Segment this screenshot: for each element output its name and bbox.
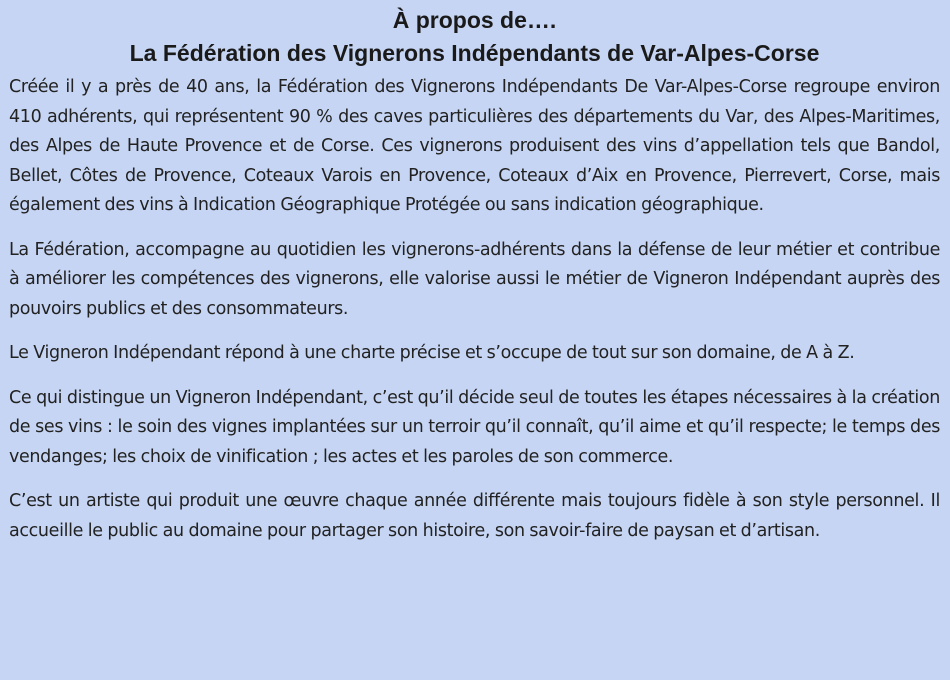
slide-title — [9, 4, 940, 70]
title-line-2: La Fédération des Vignerons Indépendants de Var-Alpes-Corse — [129, 40, 820, 66]
paragraph-distinction: Ce qui distingue un Vigneron Indépendant, c’est qu’il décide seul de toutes les étapes nécessaires à la création de ses vins : le soin des vignes implantées sur un terroir qu’il connaît, qu’il aime et qu’il respecte; le temps des vendanges; les choix de vinification ; les actes et les paroles de son commerce. — [9, 387, 940, 467]
slide-body — [9, 73, 940, 546]
title-line-1: À propos de…. — [392, 7, 557, 33]
paragraph-charter: Le Vigneron Indépendant répond à une charte précise et s’occupe de tout sur son domaine, de A à Z. — [9, 343, 855, 363]
paragraph-mission: La Fédération, accompagne au quotidien les vignerons-adhérents dans la défense de leur métier et contribue à améliorer les compétences des vignerons, elle valorise aussi le métier de Vigneron Indépendant auprès des pouvoirs publics et des consommateurs. — [9, 239, 940, 319]
paragraph-artist: C’est un artiste qui produit une œuvre chaque année différente mais toujours fidèle à son style personnel. Il accueille le public au domaine pour partager son histoire, son savoir-faire de paysan et d’artisan. — [9, 491, 940, 541]
paragraph-history: Créée il y a près de 40 ans, la Fédération des Vignerons Indépendants De Var-Alpes-Corse regroupe environ 410 adhérents, qui représentent 90 % des caves particulières des départements du Var, des Alpes-Maritimes, des Alpes de Haute Provence et de Corse. Ces vignerons produisent des vins d’appellation tels que Bandol, Bellet, Côtes de Provence, Coteaux Varois en Provence, Coteaux d’Aix en Provence, Pierrevert, Corse, mais également des vins à Indication Géographique Protégée ou sans indication géographique. — [9, 77, 940, 215]
